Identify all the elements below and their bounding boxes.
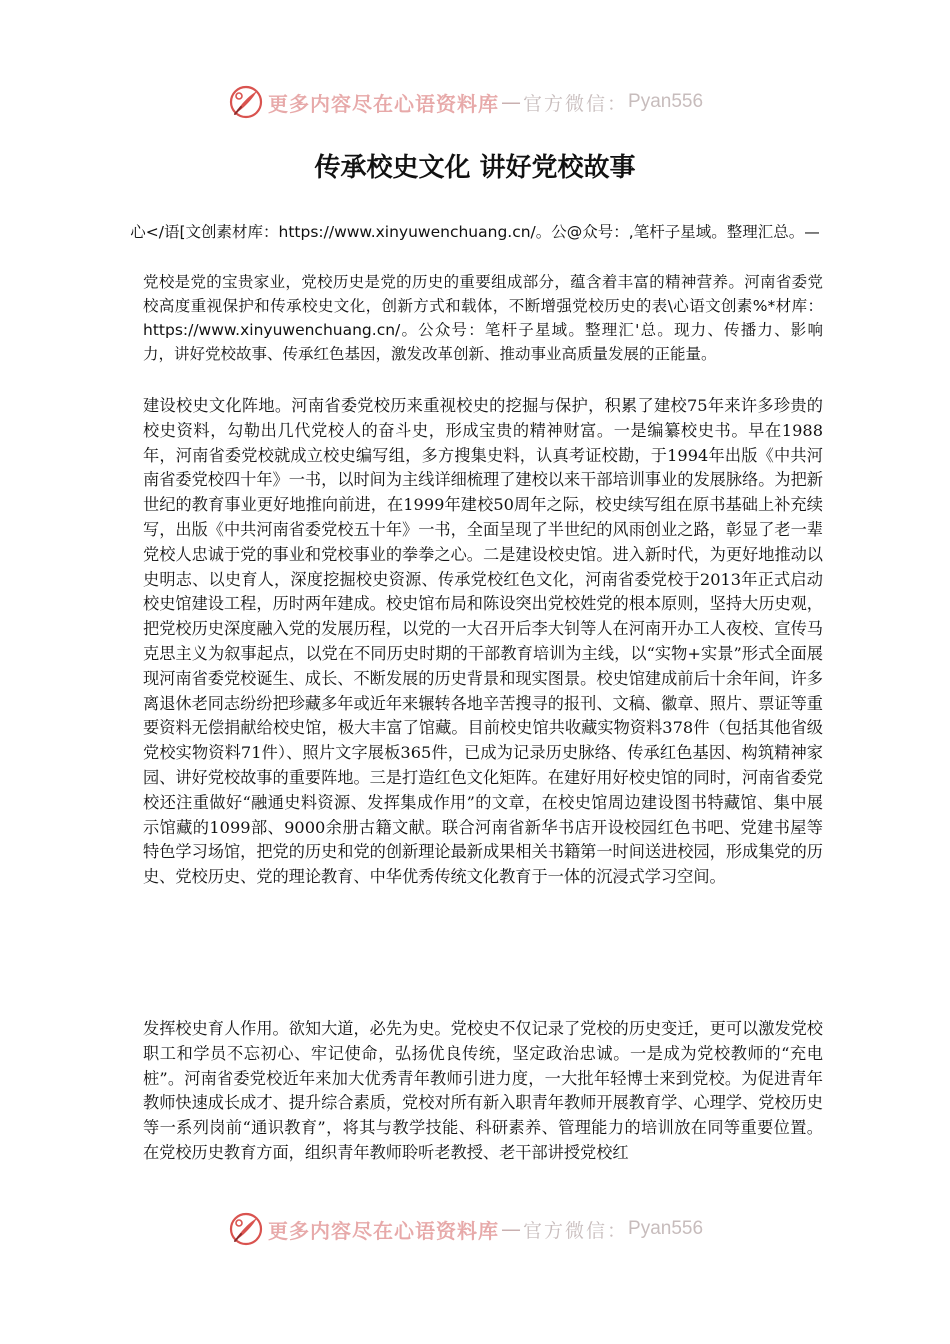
banner-slogan: 更多内容尽在心语资料库 <box>268 1218 499 1243</box>
source-line: 心</语[文创素材库：https://www.xinyuwenchuang.cn/。公@众号：,笔杆子星域。整理汇总。— <box>130 223 820 241</box>
body-paragraph: 发挥校史育人作用。欲知大道，必先为史。党校史不仅记录了党校的历史变迁，更可以激发党校职工和学员不忘初心、牢记使命，弘扬优良传统，坚定政治忠诚。一是成为党校教师的“充电桩”。河南省委党校近年来加大优秀青年教师引进力度，一大批年轻博士来到党校。为促进青年教师快速成长成才、提升综合素质，党校对所有新入职青年教师开展教育学、心理学、党校历史等一系列岗前“通识教育”，将其与教学技能、科研素养、管理能力的培训放在同等重要位置。在党校历史教育方面，组织青年教师聆听老教授、老干部讲授党校红 <box>143 1019 823 1162</box>
banner-wechat-id: Pyan556 <box>628 91 704 112</box>
banner-wechat-id: Pyan556 <box>628 1218 704 1239</box>
header-banner <box>228 82 728 122</box>
footer-banner <box>228 1209 728 1249</box>
banner-slogan: 更多内容尽在心语资料库 <box>268 91 499 116</box>
lead-paragraph: 党校是党的宝贵家业，党校历史是党的历史的重要组成部分，蕴含着丰富的精神营养。河南省委党校高度重视保护和传承校史文化，创新方式和载体，不断增强党校历史的表\心语文创素%*材库：https://www.xinyuwenchuang.cn/。公众号：笔杆子星域。整理汇'总。现力、传播力、影响力，讲好党校故事、传承红色基因，激发改革创新、推动事业高质量发展的正能量。 <box>143 273 823 363</box>
banner-dash: — <box>501 1217 521 1241</box>
banner-dash: — <box>501 90 521 114</box>
document-title: 传承校史文化 讲好党校故事 <box>314 153 636 183</box>
banner-official-label: 官方微信： <box>523 1219 629 1242</box>
body-paragraph: 建设校史文化阵地。河南省委党校历来重视校史的挖掘与保护，积累了建校75年来许多珍贵的校史资料，勾勒出几代党校人的奋斗史，形成宝贵的精神财富。一是编纂校史书。早在1988年，河南省委党校就成立校史编写组，多方搜集史料，认真考证校勘，于1994年出版《中共河南省委党校四十年》一书，以时间为主线详细梳理了建校以来干部培训事业的发展脉络。为把新世纪的教育事业更好地推向前进，在1999年建校50周年之际，校史续写组在原书基础上补充续写，出版《中共河南省委党校五十年》一书，全面呈现了半世纪的风雨创业之路，彰显了老一辈党校人忠诚于党的事业和党校事业的拳拳之心。二是建设校史馆。进入新时代，为更好地推动以史明志、以史育人，深度挖掘校史资源、传承党校红色文化，河南省委党校于2013年正式启动校史馆建设工程，历时两年建成。校史馆布局和陈设突出党校姓党的根本原则，坚持大历史观，把党校历史深度融入党的发展历程，以党的一大召开后李大钊等人在河南开办工人夜校、宣传马克思主义为叙事起点，以党在不同历史时期的干部教育培训为主线，以“实物+实景”形式全面展现河南省委党校诞生、成长、不断发展的历史背景和现实图景。校史馆建成前后十余年间，许多离退休老同志纷纷把珍藏多年或近年来辗转各地辛苦搜寻的报刊、文稿、徽章、照片、票证等重要资料无偿捐献给校史馆，极大丰富了馆藏。目前校史馆共收藏实物资料378件（包括其他省级党校实物资料71件）、照片文字展板365件，已成为记录历史脉络、传承红色基因、构筑精神家园、讲好党校故事的重要阵地。三是打造红色文化矩阵。在建好用好校史馆的同时，河南省委党校还注重做好“融通史料资源、发挥集成作用”的文章，在校史馆周边建设图书特藏馆、集中展示馆藏的1099部、9000余册古籍文献。联合河南省新华书店开设校园红色书吧、党建书屋等特色学习场馆，把党的历史和党的创新理论最新成果相关书籍第一时间送进校园，形成集党的历史、党校历史、党的理论教育、中华优秀传统文化教育于一体的沉浸式学习空间。 <box>143 396 823 887</box>
quill-logo-icon <box>228 84 264 120</box>
banner-official-label: 官方微信： <box>523 92 629 115</box>
quill-logo-icon <box>228 1211 264 1247</box>
